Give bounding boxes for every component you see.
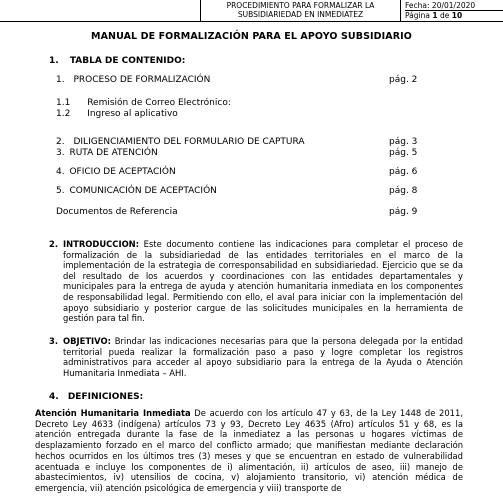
toc-item-number: 1.2	[56, 109, 71, 119]
page-of: de	[439, 11, 450, 20]
toc-item-label: OFICIO DE ACEPTACIÓN	[69, 167, 176, 177]
definition-paragraph	[35, 408, 463, 494]
date-label: Fecha:	[405, 1, 430, 10]
page-row	[405, 11, 503, 20]
toc-item-page: pág. 9	[389, 207, 418, 217]
section-heading: DEFINICIONES:	[67, 392, 144, 402]
page-current: 1	[432, 11, 438, 20]
toc-item-number: 1.1	[56, 98, 71, 108]
page-label: Página	[405, 11, 430, 20]
toc-item-label: PROCESO DE FORMALIZACIÓN	[73, 75, 211, 85]
section-lead: OBJETIVO:	[63, 336, 111, 346]
toc-item-page: pág. 8	[389, 186, 418, 196]
toc-heading	[49, 56, 185, 66]
toc-item-number: 3.	[56, 148, 65, 158]
toc-item[interactable]	[56, 186, 476, 197]
section-lead: INTRODUCCION:	[63, 239, 140, 249]
header-logo-cell	[0, 0, 201, 21]
toc-item[interactable]	[56, 109, 178, 120]
toc-item-label: RUTA DE ATENCIÓN	[69, 148, 158, 158]
toc-item-label: Documentos de Referencia	[56, 207, 178, 217]
toc-item[interactable]	[56, 148, 476, 159]
toc-item-number: 4.	[56, 167, 65, 177]
toc-item-label: Ingreso al aplicativo	[87, 109, 178, 119]
objective-section	[49, 336, 463, 378]
toc-item-number: 1.	[56, 75, 65, 85]
toc-item-label: COMUNICACIÓN DE ACEPTACIÓN	[69, 186, 217, 196]
page-total: 10	[451, 11, 463, 20]
toc-item[interactable]	[56, 137, 476, 148]
toc-item-page: pág. 3	[389, 137, 418, 147]
definition-text: De acuerdo con los artículo 47 y 63, de la Ley 1448 de 2011, Decreto Ley 4633 (indígena) artículos 73 y 93, Decreto Ley 4635 (Afro) artículos 51 y 68, es la atención entregada durante la fase de la inmediatez a las personas u hogares víctimas de desplazamiento forzado en el marco del conflicto armado; que manifiestan mediante declaración hechos ocurridos en los últimos tres (3) meses y que se encuentran en estado de vulnerabilidad acentuada e incluye los componentes de i) alimentación, ii) artículos de aseo, iii) manejo de abastecimientos, iv) utensilios de cocina, v) alojamiento transitorio, vi) atención médica de emergencia, vii) atención psicológica de emergencia y viii) transporte de	[35, 408, 463, 493]
toc-item-page: pág. 2	[389, 75, 418, 85]
toc-item-label: Remisión de Correo Electrónico:	[87, 98, 231, 108]
section-number: 4.	[49, 392, 59, 402]
section-text: Este documento contiene las indicaciones para completar el proceso de formalización de la subsidiariedad de las entidades territoriales en el marco de la implementación de la estrategia de corresponsabilidad en subsidiariedad. Ejercicio que se da del resultado de los acuerdos y coordinaciones con las entidades departamentales y municipales para la entrega de ayuda y atención humanitaria inmediata en los componentes de responsabilidad legal. Permitiendo con ello, el aval para iniciar con la implementación del apoyo subsidiario y posterior cargue de las solicitudes municipales en la herramienta de gestión para tal fin.	[63, 239, 463, 324]
procedure-title: PROCEDIMIENTO PARA FORMALIZAR LA SUBSIDIARIEDAD EN INMEDIATEZ	[201, 0, 401, 21]
toc-item-number: 5.	[56, 186, 65, 196]
toc-item-page: pág. 5	[389, 148, 418, 158]
toc-heading-label: TABLA DE CONTENIDO:	[69, 56, 186, 66]
definition-term: Atención Humanitaria Inmediata	[35, 408, 191, 418]
header-meta	[401, 0, 503, 21]
section-number: 2.	[49, 239, 59, 249]
toc-item-page: pág. 6	[389, 167, 418, 177]
toc-item[interactable]	[56, 98, 231, 109]
date-row	[405, 1, 503, 11]
date-value: 20/01/2020	[431, 1, 476, 10]
document-header	[0, 0, 503, 22]
toc-item[interactable]	[56, 75, 476, 86]
section-number: 3.	[49, 336, 59, 346]
introduction-section	[49, 239, 463, 324]
document-title: MANUAL DE FORMALIZACIÓN PARA EL APOYO SUBSIDIARIO	[91, 31, 412, 42]
toc-item-label: DILIGENCIAMIENTO DEL FORMULARIO DE CAPTURA	[73, 137, 305, 147]
toc-heading-number: 1.	[49, 56, 59, 66]
section-body	[63, 239, 463, 324]
section-text: Brindar las indicaciones necesarias para que la persona delegada por la entidad territorial pueda realizar la formalización paso a paso y logre completar los registros administrativos para acceder al apoyo subsidiario para la entrega de la Ayuda o Atención Humanitaria Inmediata – AHI.	[63, 336, 463, 378]
toc-item-number: 2.	[56, 137, 65, 147]
toc-item[interactable]	[56, 167, 476, 178]
toc-item[interactable]	[56, 207, 476, 218]
definitions-heading	[49, 392, 143, 402]
section-body	[63, 336, 463, 378]
